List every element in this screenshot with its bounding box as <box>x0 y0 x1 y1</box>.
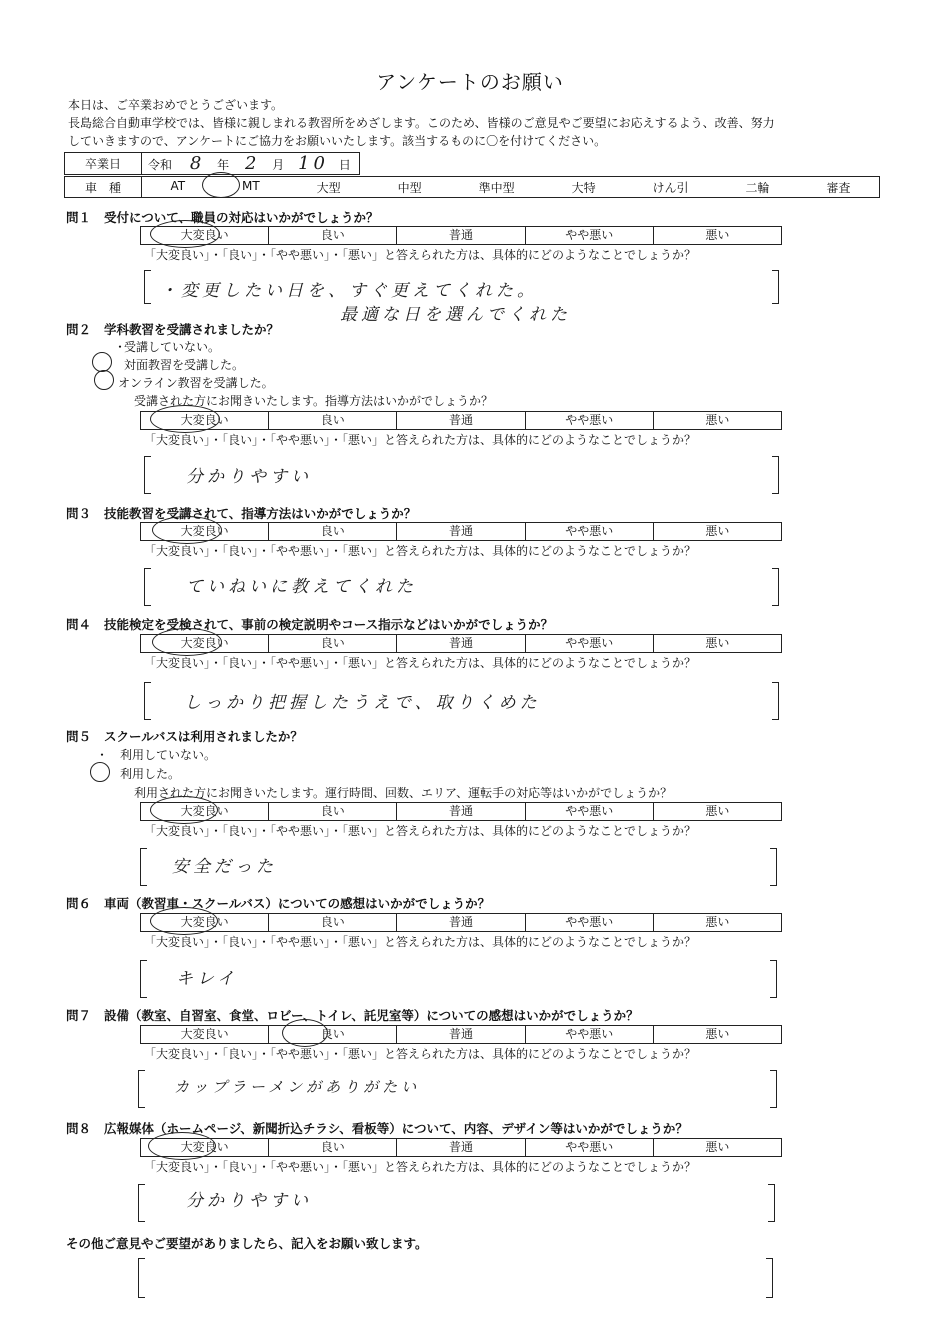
question-text: 技能教習を受講されて、指導方法はいかがでしょうか？ <box>104 506 417 521</box>
answer-bracket-right <box>772 682 779 720</box>
vehicle-option[interactable]: AT <box>170 178 186 193</box>
follow-up-text: 「大変良い」・「良い」・「やや悪い」・「悪い」と答えられた方は、具体的にどのようなことでしょうか？ <box>144 544 697 558</box>
vehicle-type-table <box>64 176 880 198</box>
rating-option[interactable]: 大変良い <box>180 1027 229 1041</box>
bullet: ・ <box>96 748 109 762</box>
rating-option[interactable]: 大変良い <box>180 636 229 650</box>
vehicle-option[interactable]: 大型 <box>316 180 341 195</box>
selection-circle-q1 <box>150 220 220 248</box>
selection-circle-q3 <box>152 516 222 544</box>
selection-circle-q7 <box>282 1019 328 1047</box>
rating-scale-q4 <box>140 634 782 653</box>
question-number: 問４ <box>66 617 92 632</box>
answer-bracket-left <box>138 1184 145 1222</box>
intro-line: 長島総合自動車学校では、皆様に親しまれる教習所をめざします。このため、皆様のご意見やご要望にお応えするよう、改善、努力 <box>68 116 775 130</box>
year-unit: 年 <box>217 158 230 172</box>
rating-option[interactable]: 悪い <box>653 1139 781 1156</box>
answer-bracket-right <box>770 848 777 886</box>
rating-option[interactable]: 普通 <box>396 1139 524 1156</box>
rating-option[interactable]: 悪い <box>653 635 781 652</box>
era: 令和 <box>148 158 173 172</box>
question-text: 設備（教室、自習室、食堂、ロビー、トイレ、託児室等）についての感想はいかがでしょうか？ <box>104 1008 639 1023</box>
vehicle-options <box>142 177 880 198</box>
day-value: 10 <box>298 153 329 174</box>
answer-bracket-left <box>144 270 151 304</box>
handwritten-answer[interactable]: カップラーメンがありがたい <box>174 1078 421 1096</box>
selection-circle-q8 <box>148 1132 216 1160</box>
graduation-date-field[interactable] <box>142 153 360 175</box>
comment-bracket-left <box>138 1258 145 1298</box>
option-circle <box>92 352 112 372</box>
rating-scale-q8 <box>140 1138 782 1157</box>
answer-bracket-left <box>144 682 151 720</box>
rating-option[interactable]: やや悪い <box>525 1026 653 1043</box>
vehicle-option[interactable]: 審査 <box>826 180 851 195</box>
follow-up-text: 「大変良い」・「良い」・「やや悪い」・「悪い」と答えられた方は、具体的にどのようなことでしょうか？ <box>144 248 697 262</box>
rating-option[interactable]: 普通 <box>396 914 524 931</box>
handwritten-answer[interactable]: 分かりやすい <box>186 1191 312 1211</box>
question-text: 受付について、職員の対応はいかがでしょうか？ <box>104 210 379 225</box>
handwritten-answer[interactable]: ・変更したい日を、すぐ更えてくれた。 <box>160 281 538 301</box>
follow-up-text: 「大変良い」・「良い」・「やや悪い」・「悪い」と答えられた方は、具体的にどのようなことでしょうか？ <box>144 824 697 838</box>
handwritten-answer[interactable]: 最適な日を選んでくれた <box>340 305 571 325</box>
question-3 <box>66 504 416 522</box>
vehicle-selection-circle <box>202 172 240 198</box>
answer-bracket-right <box>772 456 779 494</box>
closing-text: その他ご意見やご要望がありましたら、記入をお願い致します。 <box>66 1236 428 1251</box>
question-2 <box>66 320 279 338</box>
vehicle-option[interactable]: MT <box>242 178 260 193</box>
rating-scale-q2 <box>140 411 782 430</box>
option-circle <box>90 762 110 782</box>
rating-option[interactable]: 悪い <box>653 1026 781 1043</box>
year-value: 8 <box>189 153 206 174</box>
rating-option[interactable]: 大変良い <box>180 915 229 929</box>
rating-option[interactable]: やや悪い <box>525 803 653 820</box>
graduation-label: 卒業日 <box>65 153 142 175</box>
rating-option[interactable]: 大変良い <box>180 228 229 242</box>
rating-option[interactable]: 良い <box>268 227 396 244</box>
question-number: 問８ <box>66 1121 92 1136</box>
rating-option[interactable]: 悪い <box>653 523 781 540</box>
rating-option[interactable]: 普通 <box>396 227 524 244</box>
rating-option[interactable]: 普通 <box>396 523 524 540</box>
answer-bracket-left <box>140 848 147 886</box>
question-number: 問１ <box>66 210 92 225</box>
answer-bracket-right <box>772 270 779 304</box>
question-number: 問５ <box>66 729 92 744</box>
handwritten-answer[interactable]: ていねいに教えてくれた <box>186 577 417 597</box>
comment-bracket-right <box>766 1258 773 1298</box>
question-5 <box>66 727 303 745</box>
answer-bracket-right <box>768 1184 775 1222</box>
option-circle <box>94 370 114 390</box>
page-title: アンケートのお願い <box>376 70 564 94</box>
question-6 <box>66 894 490 912</box>
handwritten-answer[interactable]: 分かりやすい <box>186 467 312 487</box>
intro-line: していきますので、アンケートにご協力をお願いいたします。該当するものに〇を付けてください。 <box>68 134 607 148</box>
comment-field[interactable] <box>150 1258 760 1296</box>
question-text: スクールバスは利用されましたか？ <box>104 729 303 744</box>
option-in-person[interactable]: 対面教習を受講した。 <box>124 358 245 372</box>
follow-up-text: 「大変良い」・「良い」・「やや悪い」・「悪い」と答えられた方は、具体的にどのようなことでしょうか？ <box>144 1160 697 1174</box>
rating-option[interactable]: やや悪い <box>525 523 653 540</box>
month-value: 2 <box>244 153 261 174</box>
option-not-used[interactable]: 利用していない。 <box>120 748 217 762</box>
question-number: 問２ <box>66 322 92 337</box>
answer-bracket-right <box>772 568 779 606</box>
rating-scale-q3 <box>140 522 782 541</box>
option-used[interactable]: 利用した。 <box>120 767 181 781</box>
follow-up-text: 「大変良い」・「良い」・「やや悪い」・「悪い」と答えられた方は、具体的にどのようなことでしょうか？ <box>144 935 697 949</box>
answer-bracket-left <box>140 960 147 998</box>
day-unit: 日 <box>338 158 351 172</box>
follow-up-text: 「大変良い」・「良い」・「やや悪い」・「悪い」と答えられた方は、具体的にどのようなことでしょうか？ <box>144 656 697 670</box>
rating-option[interactable]: やや悪い <box>525 227 653 244</box>
selection-circle-q4 <box>152 628 222 656</box>
question-4 <box>66 615 553 633</box>
rating-option[interactable]: 良い <box>268 803 396 820</box>
answer-bracket-left <box>144 568 151 606</box>
question-text: 車両（教習車・スクールバス）についての感想はいかがでしょうか？ <box>104 896 491 911</box>
vehicle-label: 車 種 <box>65 177 142 198</box>
rating-option[interactable]: 良い <box>268 412 396 429</box>
rating-scale-q6 <box>140 913 782 932</box>
selection-circle-q2 <box>150 405 220 433</box>
follow-up-text: 「大変良い」・「良い」・「やや悪い」・「悪い」と答えられた方は、具体的にどのようなことでしょうか？ <box>144 433 697 447</box>
rating-option[interactable]: 悪い <box>653 227 781 244</box>
rating-scale-q7 <box>140 1025 782 1044</box>
rating-option[interactable]: 大変良い <box>180 524 229 538</box>
rating-option[interactable]: やや悪い <box>525 914 653 931</box>
sub-question-text: 受講された方にお聞きいたします。指導方法はいかがでしょうか？ <box>134 394 494 408</box>
sub-question-text: 利用された方にお聞きいたします。運行時間、回数、エリア、運転手の対応等はいかがでしょうか？ <box>134 786 673 800</box>
month-unit: 月 <box>272 158 285 172</box>
bullet: ・ <box>114 340 127 354</box>
rating-option[interactable]: 良い <box>268 523 396 540</box>
rating-option[interactable]: 普通 <box>396 635 524 652</box>
selection-circle-q6 <box>150 907 218 935</box>
follow-up-text: 「大変良い」・「良い」・「やや悪い」・「悪い」と答えられた方は、具体的にどのようなことでしょうか？ <box>144 1047 697 1061</box>
answer-bracket-right <box>770 1070 777 1108</box>
rating-option[interactable]: 良い <box>268 914 396 931</box>
vehicle-option[interactable]: 準中型 <box>478 180 515 195</box>
question-number: 問６ <box>66 896 92 911</box>
intro-text <box>68 96 888 150</box>
answer-bracket-left <box>144 456 151 494</box>
rating-option[interactable]: 大変良い <box>180 413 229 427</box>
rating-option[interactable]: 普通 <box>396 1026 524 1043</box>
rating-option[interactable]: 悪い <box>653 412 781 429</box>
rating-option[interactable]: やや悪い <box>525 1139 653 1156</box>
rating-option[interactable]: やや悪い <box>525 412 653 429</box>
rating-option[interactable]: 普通 <box>396 412 524 429</box>
rating-option[interactable]: やや悪い <box>525 635 653 652</box>
graduation-date-table <box>64 152 360 175</box>
vehicle-option[interactable]: 中型 <box>397 180 422 195</box>
rating-option[interactable]: 普通 <box>396 803 524 820</box>
rating-option[interactable]: 悪い <box>653 914 781 931</box>
handwritten-answer[interactable]: キレイ <box>176 969 238 989</box>
question-text: 技能検定を受検されて、事前の検定説明やコース指示などはいかがでしょうか？ <box>104 617 554 632</box>
rating-option[interactable]: 大変良い <box>180 804 229 818</box>
answer-bracket-left <box>138 1070 145 1108</box>
answer-bracket-right <box>770 960 777 998</box>
handwritten-answer[interactable]: 安全だった <box>172 857 277 877</box>
option-online[interactable]: オンライン教習を受講した。 <box>118 376 274 390</box>
vehicle-option[interactable]: 二輪 <box>745 180 770 195</box>
option-not-attended[interactable]: 受講していない。 <box>124 340 221 354</box>
question-number: 問７ <box>66 1008 92 1023</box>
intro-line: 本日は、ご卒業おめでとうございます。 <box>68 98 284 112</box>
vehicle-option[interactable]: 大特 <box>571 180 596 195</box>
rating-scale-q5 <box>140 802 782 821</box>
handwritten-answer[interactable]: しっかり把握したうえで、取りくめた <box>184 693 541 713</box>
question-7 <box>66 1006 639 1024</box>
rating-option[interactable]: 良い <box>268 1026 396 1043</box>
vehicle-option[interactable]: けん引 <box>652 180 689 195</box>
rating-option[interactable]: 良い <box>268 1139 396 1156</box>
rating-option[interactable]: 悪い <box>653 803 781 820</box>
rating-scale-q1 <box>140 226 782 245</box>
question-number: 問３ <box>66 506 92 521</box>
rating-option[interactable]: 大変良い <box>180 1140 229 1154</box>
question-1 <box>66 208 379 226</box>
question-text: 学科教習を受講されましたか？ <box>104 322 280 337</box>
selection-circle-q5 <box>150 796 218 824</box>
rating-option[interactable]: 良い <box>268 635 396 652</box>
question-text: 広報媒体（ホームページ、新聞折込チラシ、看板等）について、内容、デザイン等はいかがでしょうか？ <box>104 1121 688 1136</box>
